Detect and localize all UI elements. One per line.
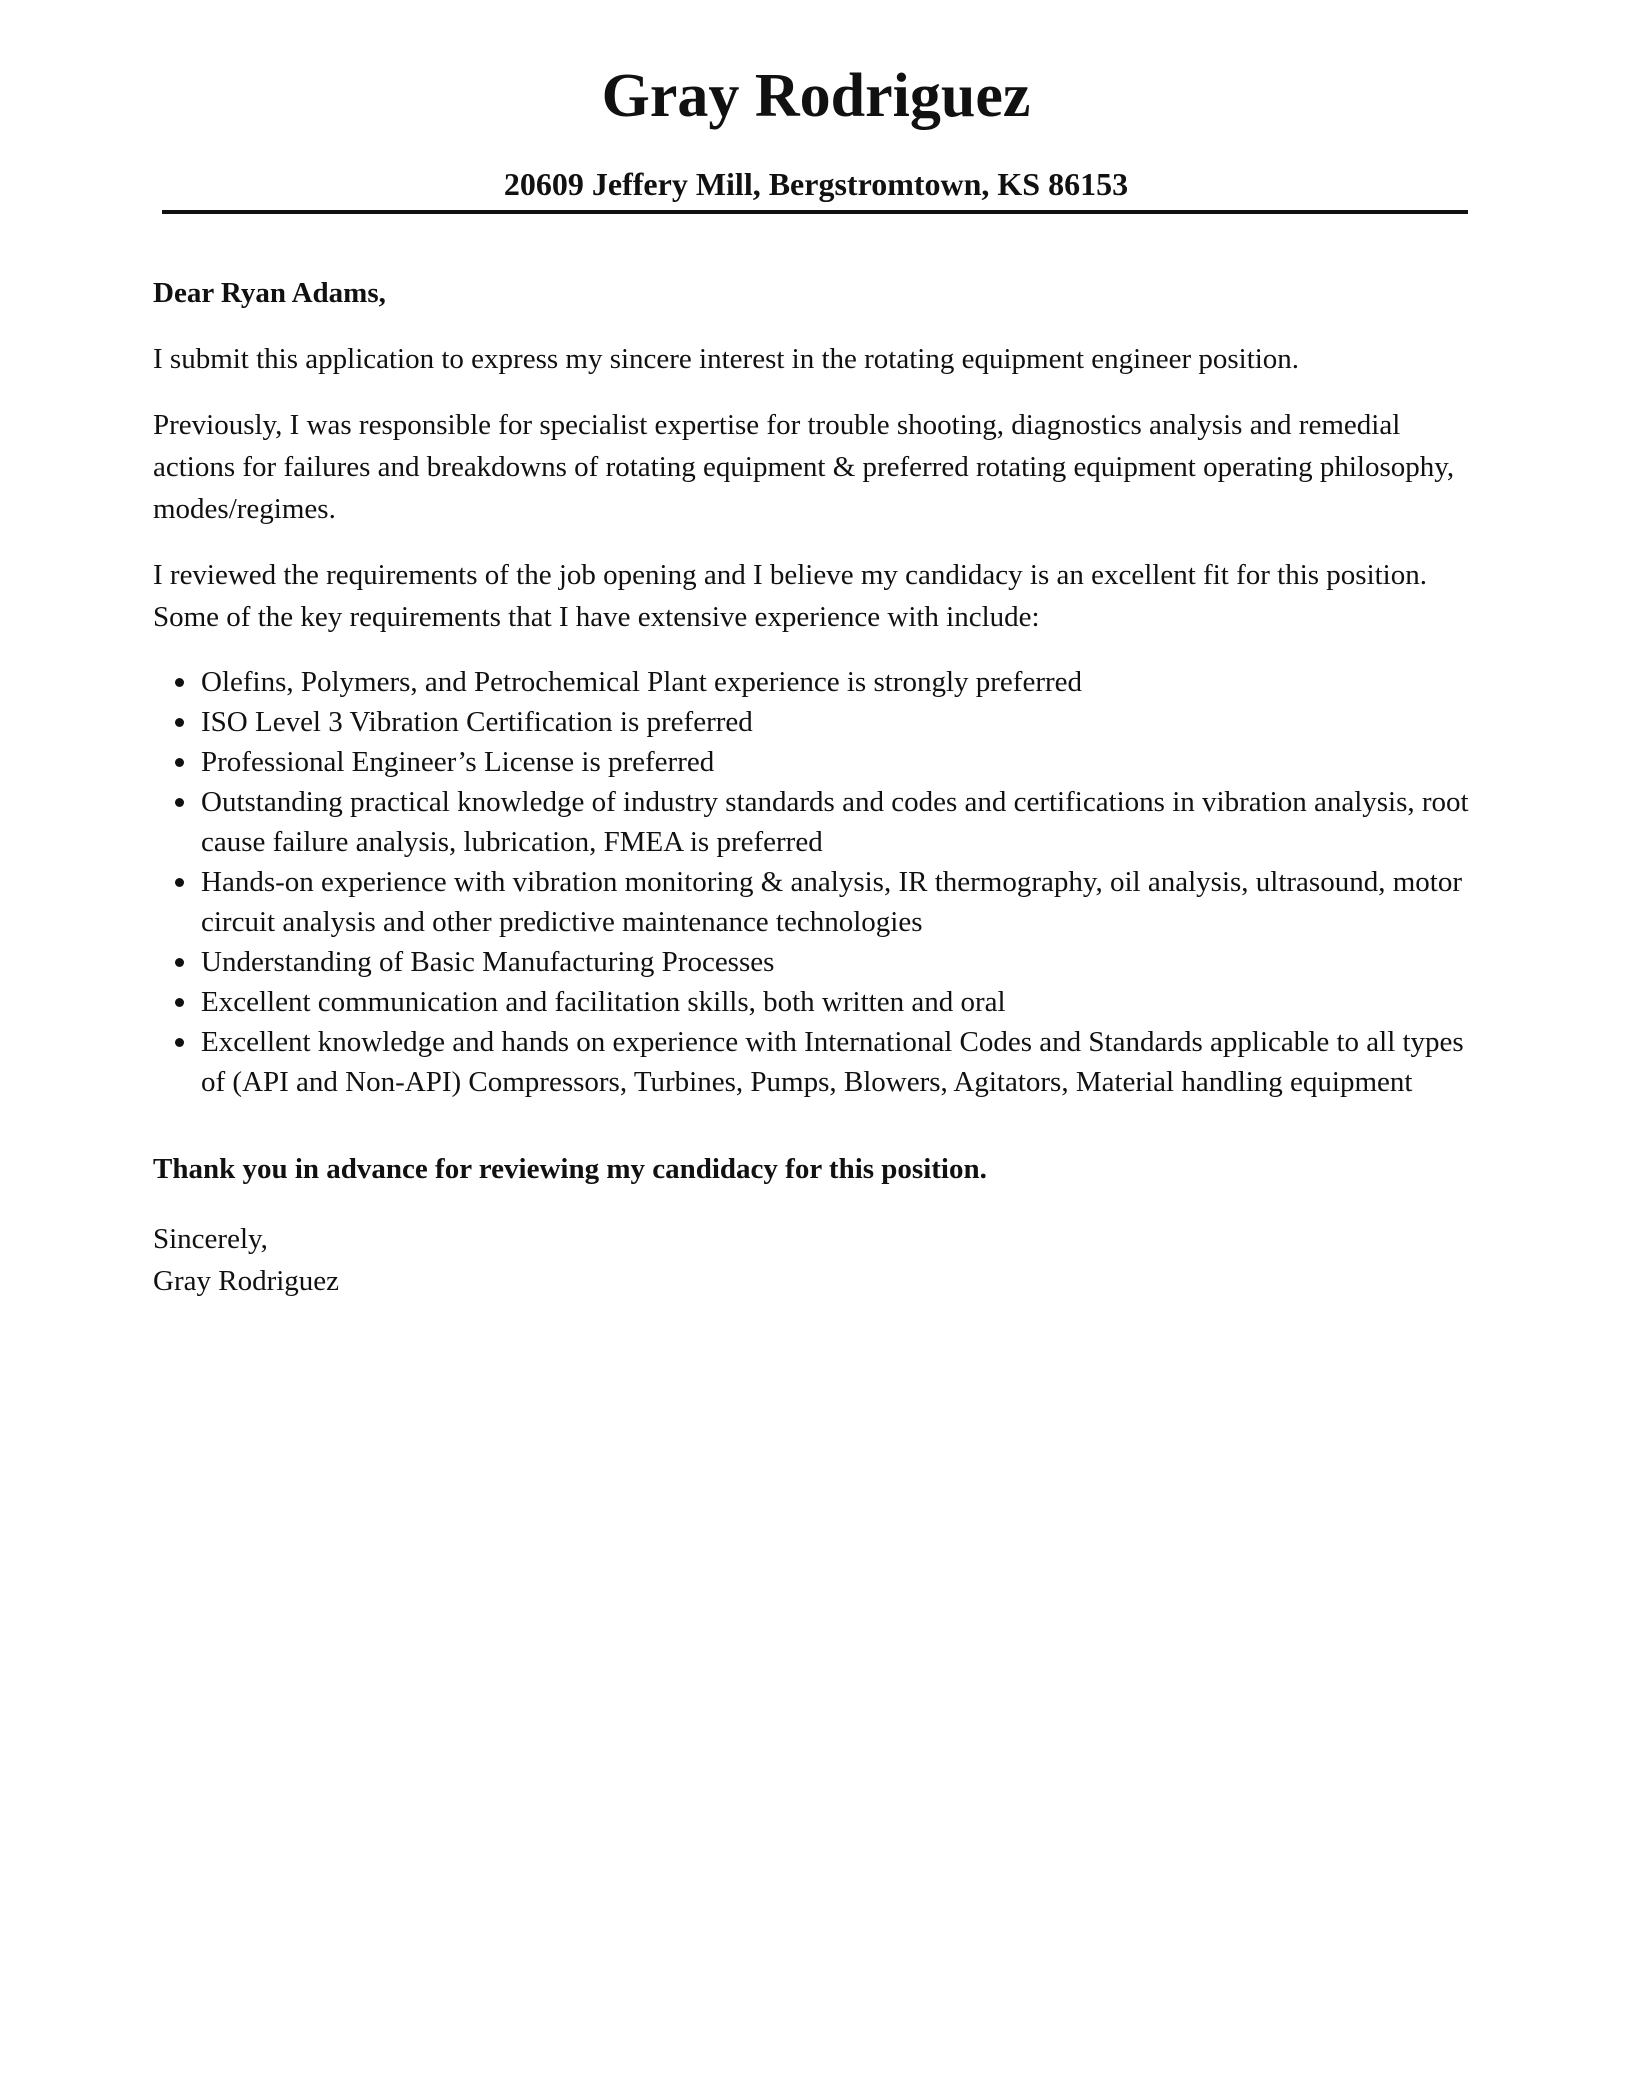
requirement-text: Excellent communication and facilitation skills, both written and oral	[201, 986, 1006, 1018]
bullet-icon	[175, 758, 184, 767]
requirement-item	[153, 1022, 1473, 1102]
requirement-item	[153, 702, 1473, 742]
applicant-address: 20609 Jeffery Mill, Bergstromtown, KS 86153	[503, 166, 1129, 202]
bullet-icon	[175, 798, 184, 807]
requirement-text: Professional Engineer’s License is preferred	[201, 746, 715, 778]
fit-paragraph: I reviewed the requirements of the job opening and I believe my candidacy is an excellent fit for this position. Some of the key requirements that I have extensive experience with include:	[153, 559, 1427, 633]
bullet-icon	[175, 878, 184, 887]
header-divider	[162, 210, 1468, 214]
bullet-icon	[175, 998, 184, 1007]
requirement-item	[153, 782, 1473, 862]
applicant-name: Gray Rodriguez	[601, 62, 1031, 130]
requirement-text: Excellent knowledge and hands on experience with International Codes and Standards applicable to all types of (API and Non-API) Compressors, Turbines, Pumps, Blowers, Agitators, Material handling equipment	[201, 1026, 1464, 1098]
requirement-item	[153, 862, 1473, 942]
requirement-item	[153, 662, 1473, 702]
bullet-icon	[175, 1038, 184, 1047]
requirement-text: Understanding of Basic Manufacturing Processes	[201, 946, 775, 978]
bullet-icon	[175, 718, 184, 727]
greeting: Dear Ryan Adams,	[153, 277, 386, 309]
bullet-icon	[175, 678, 184, 687]
requirements-list	[153, 662, 1473, 1102]
bullet-icon	[175, 958, 184, 967]
closing-statement: Thank you in advance for reviewing my candidacy for this position.	[153, 1153, 987, 1185]
signature-name: Gray Rodriguez	[153, 1265, 340, 1297]
intro-paragraph: I submit this application to express my sincere interest in the rotating equipment engineer position.	[153, 343, 1300, 375]
requirement-item	[153, 742, 1473, 782]
requirement-text: Hands-on experience with vibration monitoring & analysis, IR thermography, oil analysis, ultrasound, motor circuit analysis and other predictive maintenance technologies	[201, 866, 1462, 938]
requirement-text: Outstanding practical knowledge of industry standards and codes and certifications in vibration analysis, root cause failure analysis, lubrication, FMEA is preferred	[201, 786, 1469, 858]
letter-body	[153, 272, 1473, 1302]
requirement-text: Olefins, Polymers, and Petrochemical Plant experience is strongly preferred	[201, 666, 1083, 698]
signoff: Sincerely,	[153, 1223, 268, 1255]
requirement-item	[153, 942, 1473, 982]
requirement-text: ISO Level 3 Vibration Certification is preferred	[201, 706, 753, 738]
requirement-item	[153, 982, 1473, 1022]
experience-paragraph: Previously, I was responsible for specialist expertise for trouble shooting, diagnostics analysis and remedial actions for failures and breakdowns of rotating equipment & preferred rotating equipment operating philosophy, modes/regimes.	[153, 409, 1455, 525]
